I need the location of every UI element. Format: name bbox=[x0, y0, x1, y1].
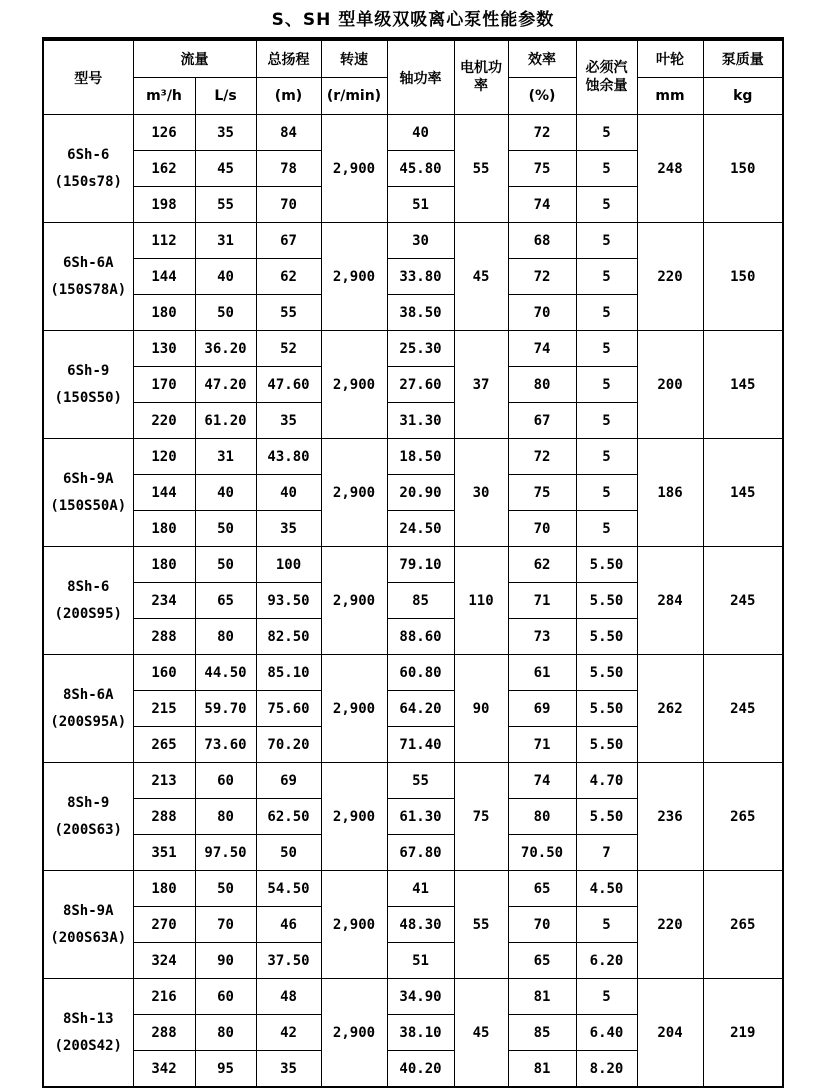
shaft-power-cell: 30 bbox=[387, 223, 454, 259]
model-cell bbox=[43, 655, 133, 763]
flow-m3h-cell: 180 bbox=[133, 511, 195, 547]
efficiency-cell: 85 bbox=[508, 1015, 576, 1051]
shaft-power-cell: 40.20 bbox=[387, 1051, 454, 1088]
model-name: 6Sh-6 bbox=[67, 146, 110, 163]
model-cell bbox=[43, 115, 133, 223]
flow-m3h-cell: 288 bbox=[133, 1015, 195, 1051]
mass-cell: 219 bbox=[703, 979, 783, 1088]
efficiency-cell: 74 bbox=[508, 331, 576, 367]
table-row bbox=[43, 331, 783, 367]
efficiency-cell: 80 bbox=[508, 367, 576, 403]
flow-m3h-cell: 288 bbox=[133, 799, 195, 835]
impeller-cell: 204 bbox=[637, 979, 703, 1088]
flow-ls-cell: 95 bbox=[195, 1051, 256, 1088]
shaft-power-cell: 51 bbox=[387, 943, 454, 979]
table-header bbox=[43, 39, 783, 115]
impeller-cell: 220 bbox=[637, 223, 703, 331]
head-cell: 70 bbox=[256, 187, 321, 223]
shaft-power-cell: 48.30 bbox=[387, 907, 454, 943]
model-code: (150S78A) bbox=[50, 281, 127, 298]
flow-ls-cell: 40 bbox=[195, 259, 256, 295]
npsh-cell: 5 bbox=[576, 403, 637, 439]
flow-ls-cell: 31 bbox=[195, 439, 256, 475]
motor-power-cell: 45 bbox=[454, 223, 508, 331]
table-row bbox=[43, 763, 783, 799]
head-cell: 55 bbox=[256, 295, 321, 331]
npsh-cell: 5 bbox=[576, 187, 637, 223]
flow-m3h-cell: 112 bbox=[133, 223, 195, 259]
head-cell: 35 bbox=[256, 403, 321, 439]
shaft-power-cell: 31.30 bbox=[387, 403, 454, 439]
npsh-cell: 5 bbox=[576, 475, 637, 511]
efficiency-cell: 74 bbox=[508, 187, 576, 223]
efficiency-cell: 75 bbox=[508, 151, 576, 187]
flow-m3h-cell: 265 bbox=[133, 727, 195, 763]
flow-m3h-cell: 180 bbox=[133, 295, 195, 331]
npsh-cell: 5.50 bbox=[576, 583, 637, 619]
head-cell: 46 bbox=[256, 907, 321, 943]
flow-ls-cell: 61.20 bbox=[195, 403, 256, 439]
shaft-power-cell: 51 bbox=[387, 187, 454, 223]
model-code: (200S63A) bbox=[50, 929, 127, 946]
header-speed: 转速 bbox=[321, 39, 387, 78]
flow-m3h-cell: 144 bbox=[133, 259, 195, 295]
shaft-power-cell: 71.40 bbox=[387, 727, 454, 763]
flow-ls-cell: 60 bbox=[195, 979, 256, 1015]
motor-power-cell: 75 bbox=[454, 763, 508, 871]
header-motor-power-line1: 电机功 bbox=[460, 60, 502, 76]
flow-ls-cell: 31 bbox=[195, 223, 256, 259]
model-code: (200S42) bbox=[54, 1037, 122, 1054]
model-name: 6Sh-9 bbox=[67, 362, 110, 379]
efficiency-cell: 72 bbox=[508, 259, 576, 295]
head-cell: 67 bbox=[256, 223, 321, 259]
header-head: 总扬程 bbox=[256, 39, 321, 78]
head-cell: 40 bbox=[256, 475, 321, 511]
flow-ls-cell: 80 bbox=[195, 619, 256, 655]
flow-ls-cell: 90 bbox=[195, 943, 256, 979]
flow-ls-cell: 50 bbox=[195, 295, 256, 331]
flow-m3h-cell: 342 bbox=[133, 1051, 195, 1088]
header-model: 型号 bbox=[43, 39, 133, 115]
npsh-cell: 5.50 bbox=[576, 547, 637, 583]
flow-ls-cell: 47.20 bbox=[195, 367, 256, 403]
npsh-cell: 4.70 bbox=[576, 763, 637, 799]
flow-ls-cell: 50 bbox=[195, 511, 256, 547]
flow-m3h-cell: 170 bbox=[133, 367, 195, 403]
mass-cell: 150 bbox=[703, 223, 783, 331]
flow-m3h-cell: 180 bbox=[133, 871, 195, 907]
flow-m3h-cell: 120 bbox=[133, 439, 195, 475]
shaft-power-cell: 18.50 bbox=[387, 439, 454, 475]
model-code: (150S50A) bbox=[50, 497, 127, 514]
efficiency-cell: 74 bbox=[508, 763, 576, 799]
npsh-cell: 5 bbox=[576, 259, 637, 295]
header-flow-unit-ls: L/s bbox=[195, 78, 256, 115]
efficiency-cell: 75 bbox=[508, 475, 576, 511]
header-npsh-line2: 蚀余量 bbox=[585, 77, 628, 94]
model-cell bbox=[43, 979, 133, 1088]
flow-ls-cell: 50 bbox=[195, 547, 256, 583]
header-efficiency: 效率 bbox=[508, 39, 576, 78]
model-code: (150S50) bbox=[54, 389, 122, 406]
mass-cell: 265 bbox=[703, 763, 783, 871]
npsh-cell: 5 bbox=[576, 439, 637, 475]
shaft-power-cell: 40 bbox=[387, 115, 454, 151]
table-row bbox=[43, 115, 783, 151]
table-row bbox=[43, 547, 783, 583]
page-title: S、SH 型单级双吸离心泵性能参数 bbox=[271, 10, 555, 30]
head-cell: 62.50 bbox=[256, 799, 321, 835]
shaft-power-cell: 79.10 bbox=[387, 547, 454, 583]
flow-ls-cell: 45 bbox=[195, 151, 256, 187]
efficiency-cell: 62 bbox=[508, 547, 576, 583]
impeller-cell: 236 bbox=[637, 763, 703, 871]
header-speed-unit: (r/min) bbox=[321, 78, 387, 115]
head-cell: 35 bbox=[256, 511, 321, 547]
shaft-power-cell: 85 bbox=[387, 583, 454, 619]
table-row bbox=[43, 871, 783, 907]
model-cell bbox=[43, 223, 133, 331]
shaft-power-cell: 38.50 bbox=[387, 295, 454, 331]
efficiency-cell: 80 bbox=[508, 799, 576, 835]
motor-power-cell: 30 bbox=[454, 439, 508, 547]
flow-m3h-cell: 130 bbox=[133, 331, 195, 367]
flow-ls-cell: 70 bbox=[195, 907, 256, 943]
model-code: (200S63) bbox=[54, 821, 122, 838]
flow-ls-cell: 36.20 bbox=[195, 331, 256, 367]
flow-m3h-cell: 144 bbox=[133, 475, 195, 511]
speed-cell: 2,900 bbox=[321, 223, 387, 331]
flow-m3h-cell: 162 bbox=[133, 151, 195, 187]
header-npsh bbox=[576, 39, 637, 115]
efficiency-cell: 70 bbox=[508, 907, 576, 943]
head-cell: 42 bbox=[256, 1015, 321, 1051]
impeller-cell: 200 bbox=[637, 331, 703, 439]
npsh-cell: 5.50 bbox=[576, 691, 637, 727]
model-name: 8Sh-9 bbox=[67, 794, 110, 811]
motor-power-cell: 45 bbox=[454, 979, 508, 1088]
flow-m3h-cell: 324 bbox=[133, 943, 195, 979]
efficiency-cell: 72 bbox=[508, 115, 576, 151]
model-cell bbox=[43, 439, 133, 547]
flow-ls-cell: 97.50 bbox=[195, 835, 256, 871]
head-cell: 100 bbox=[256, 547, 321, 583]
flow-m3h-cell: 160 bbox=[133, 655, 195, 691]
impeller-cell: 186 bbox=[637, 439, 703, 547]
flow-m3h-cell: 215 bbox=[133, 691, 195, 727]
shaft-power-cell: 33.80 bbox=[387, 259, 454, 295]
header-mass-unit: kg bbox=[703, 78, 783, 115]
shaft-power-cell: 45.80 bbox=[387, 151, 454, 187]
impeller-cell: 220 bbox=[637, 871, 703, 979]
efficiency-cell: 81 bbox=[508, 1051, 576, 1088]
model-cell bbox=[43, 871, 133, 979]
head-cell: 35 bbox=[256, 1051, 321, 1088]
efficiency-cell: 71 bbox=[508, 583, 576, 619]
header-impeller-unit: mm bbox=[637, 78, 703, 115]
mass-cell: 145 bbox=[703, 331, 783, 439]
speed-cell: 2,900 bbox=[321, 763, 387, 871]
speed-cell: 2,900 bbox=[321, 655, 387, 763]
flow-m3h-cell: 213 bbox=[133, 763, 195, 799]
shaft-power-cell: 55 bbox=[387, 763, 454, 799]
npsh-cell: 5 bbox=[576, 223, 637, 259]
flow-ls-cell: 73.60 bbox=[195, 727, 256, 763]
npsh-cell: 5 bbox=[576, 367, 637, 403]
npsh-cell: 6.20 bbox=[576, 943, 637, 979]
head-cell: 43.80 bbox=[256, 439, 321, 475]
efficiency-cell: 61 bbox=[508, 655, 576, 691]
npsh-cell: 7 bbox=[576, 835, 637, 871]
mass-cell: 265 bbox=[703, 871, 783, 979]
shaft-power-cell: 64.20 bbox=[387, 691, 454, 727]
header-head-unit: (m) bbox=[256, 78, 321, 115]
head-cell: 75.60 bbox=[256, 691, 321, 727]
header-npsh-line1: 必须汽 bbox=[585, 60, 628, 76]
model-name: 8Sh-9A bbox=[62, 902, 114, 919]
flow-m3h-cell: 270 bbox=[133, 907, 195, 943]
flow-ls-cell: 40 bbox=[195, 475, 256, 511]
head-cell: 48 bbox=[256, 979, 321, 1015]
model-code: (150s78) bbox=[54, 173, 122, 190]
header-motor-power-line2: 率 bbox=[474, 77, 488, 94]
speed-cell: 2,900 bbox=[321, 547, 387, 655]
table-row bbox=[43, 439, 783, 475]
head-cell: 84 bbox=[256, 115, 321, 151]
speed-cell: 2,900 bbox=[321, 871, 387, 979]
mass-cell: 245 bbox=[703, 547, 783, 655]
impeller-cell: 248 bbox=[637, 115, 703, 223]
impeller-cell: 262 bbox=[637, 655, 703, 763]
mass-cell: 145 bbox=[703, 439, 783, 547]
npsh-cell: 5 bbox=[576, 979, 637, 1015]
motor-power-cell: 55 bbox=[454, 871, 508, 979]
efficiency-cell: 68 bbox=[508, 223, 576, 259]
speed-cell: 2,900 bbox=[321, 979, 387, 1088]
flow-ls-cell: 80 bbox=[195, 799, 256, 835]
shaft-power-cell: 24.50 bbox=[387, 511, 454, 547]
flow-m3h-cell: 126 bbox=[133, 115, 195, 151]
shaft-power-cell: 25.30 bbox=[387, 331, 454, 367]
flow-ls-cell: 60 bbox=[195, 763, 256, 799]
npsh-cell: 5 bbox=[576, 907, 637, 943]
npsh-cell: 5.50 bbox=[576, 799, 637, 835]
flow-m3h-cell: 198 bbox=[133, 187, 195, 223]
head-cell: 85.10 bbox=[256, 655, 321, 691]
npsh-cell: 8.20 bbox=[576, 1051, 637, 1088]
header-impeller: 叶轮 bbox=[637, 39, 703, 78]
npsh-cell: 4.50 bbox=[576, 871, 637, 907]
shaft-power-cell: 41 bbox=[387, 871, 454, 907]
npsh-cell: 5 bbox=[576, 331, 637, 367]
header-row-1 bbox=[43, 39, 783, 78]
shaft-power-cell: 67.80 bbox=[387, 835, 454, 871]
head-cell: 78 bbox=[256, 151, 321, 187]
head-cell: 52 bbox=[256, 331, 321, 367]
efficiency-cell: 65 bbox=[508, 871, 576, 907]
model-name: 8Sh-6 bbox=[67, 578, 110, 595]
table-row bbox=[43, 979, 783, 1015]
flow-m3h-cell: 216 bbox=[133, 979, 195, 1015]
header-flow: 流量 bbox=[133, 39, 256, 78]
mass-cell: 245 bbox=[703, 655, 783, 763]
flow-m3h-cell: 220 bbox=[133, 403, 195, 439]
table-row bbox=[43, 655, 783, 691]
table-row bbox=[43, 223, 783, 259]
flow-ls-cell: 55 bbox=[195, 187, 256, 223]
model-cell bbox=[43, 547, 133, 655]
motor-power-cell: 37 bbox=[454, 331, 508, 439]
shaft-power-cell: 61.30 bbox=[387, 799, 454, 835]
model-code: (200S95A) bbox=[50, 713, 127, 730]
efficiency-cell: 81 bbox=[508, 979, 576, 1015]
speed-cell: 2,900 bbox=[321, 331, 387, 439]
efficiency-cell: 72 bbox=[508, 439, 576, 475]
performance-table bbox=[42, 37, 784, 1088]
shaft-power-cell: 34.90 bbox=[387, 979, 454, 1015]
head-cell: 70.20 bbox=[256, 727, 321, 763]
npsh-cell: 5 bbox=[576, 511, 637, 547]
shaft-power-cell: 60.80 bbox=[387, 655, 454, 691]
npsh-cell: 6.40 bbox=[576, 1015, 637, 1051]
model-name: 6Sh-9A bbox=[62, 470, 114, 487]
flow-ls-cell: 50 bbox=[195, 871, 256, 907]
efficiency-cell: 71 bbox=[508, 727, 576, 763]
motor-power-cell: 110 bbox=[454, 547, 508, 655]
header-efficiency-unit: (%) bbox=[508, 78, 576, 115]
mass-cell: 150 bbox=[703, 115, 783, 223]
efficiency-cell: 70 bbox=[508, 511, 576, 547]
npsh-cell: 5.50 bbox=[576, 619, 637, 655]
npsh-cell: 5 bbox=[576, 295, 637, 331]
shaft-power-cell: 38.10 bbox=[387, 1015, 454, 1051]
impeller-cell: 284 bbox=[637, 547, 703, 655]
npsh-cell: 5.50 bbox=[576, 655, 637, 691]
flow-m3h-cell: 234 bbox=[133, 583, 195, 619]
speed-cell: 2,900 bbox=[321, 439, 387, 547]
table-body bbox=[43, 115, 783, 1088]
npsh-cell: 5 bbox=[576, 115, 637, 151]
model-name: 6Sh-6A bbox=[62, 254, 114, 271]
head-cell: 37.50 bbox=[256, 943, 321, 979]
flow-m3h-cell: 288 bbox=[133, 619, 195, 655]
head-cell: 93.50 bbox=[256, 583, 321, 619]
head-cell: 50 bbox=[256, 835, 321, 871]
model-cell bbox=[43, 331, 133, 439]
efficiency-cell: 69 bbox=[508, 691, 576, 727]
flow-m3h-cell: 180 bbox=[133, 547, 195, 583]
npsh-cell: 5 bbox=[576, 151, 637, 187]
motor-power-cell: 90 bbox=[454, 655, 508, 763]
head-cell: 62 bbox=[256, 259, 321, 295]
flow-ls-cell: 80 bbox=[195, 1015, 256, 1051]
model-code: (200S95) bbox=[54, 605, 122, 622]
head-cell: 69 bbox=[256, 763, 321, 799]
efficiency-cell: 70 bbox=[508, 295, 576, 331]
flow-m3h-cell: 351 bbox=[133, 835, 195, 871]
efficiency-cell: 70.50 bbox=[508, 835, 576, 871]
header-mass: 泵质量 bbox=[703, 39, 783, 78]
efficiency-cell: 67 bbox=[508, 403, 576, 439]
efficiency-cell: 73 bbox=[508, 619, 576, 655]
header-motor-power bbox=[454, 39, 508, 115]
flow-ls-cell: 35 bbox=[195, 115, 256, 151]
head-cell: 47.60 bbox=[256, 367, 321, 403]
model-name: 8Sh-13 bbox=[62, 1010, 114, 1027]
npsh-cell: 5.50 bbox=[576, 727, 637, 763]
head-cell: 54.50 bbox=[256, 871, 321, 907]
flow-ls-cell: 44.50 bbox=[195, 655, 256, 691]
speed-cell: 2,900 bbox=[321, 115, 387, 223]
shaft-power-cell: 27.60 bbox=[387, 367, 454, 403]
model-cell bbox=[43, 763, 133, 871]
efficiency-cell: 65 bbox=[508, 943, 576, 979]
flow-ls-cell: 65 bbox=[195, 583, 256, 619]
flow-ls-cell: 59.70 bbox=[195, 691, 256, 727]
head-cell: 82.50 bbox=[256, 619, 321, 655]
shaft-power-cell: 20.90 bbox=[387, 475, 454, 511]
motor-power-cell: 55 bbox=[454, 115, 508, 223]
shaft-power-cell: 88.60 bbox=[387, 619, 454, 655]
model-name: 8Sh-6A bbox=[62, 686, 114, 703]
header-flow-unit-m3h: m³/h bbox=[133, 78, 195, 115]
header-shaft-power: 轴功率 bbox=[387, 39, 454, 115]
